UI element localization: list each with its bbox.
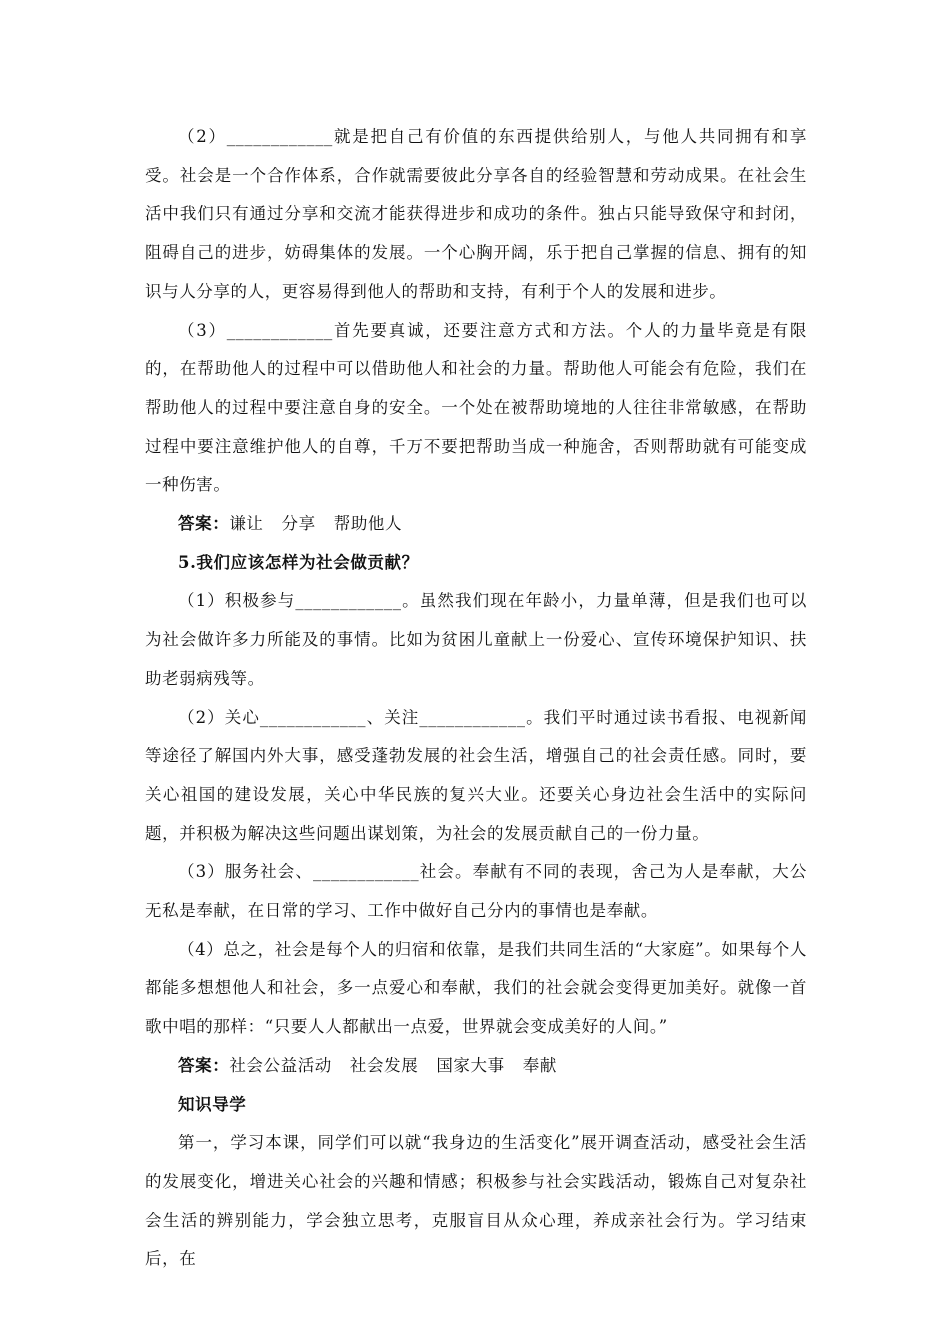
paragraph-helping-others: （3）____________首先要真诚，还要注意方式和方法。个人的力量毕竟是有限的，在帮助他人的过程中可以借助他人和社会的力量。帮助他人可能会有危险，我们在帮助他人的过程中要注意自身的安全。一个处在被帮助境地的人往往非常敏感，在帮助过程中要注意维护他人的自尊，千万不要把帮助当成一种施舍，否则帮助就有可能变成一种伤害。 bbox=[145, 320, 807, 495]
answer-item: 社会发展 bbox=[349, 1055, 419, 1075]
paragraph-serve-society: （3）服务社会、____________社会。奉献有不同的表现，舍己为人是奉献，大公无私是奉献，在日常的学习、工作中做好自己分内的事情也是奉献。 bbox=[145, 862, 807, 921]
answer-line-5 bbox=[145, 1047, 807, 1086]
answer-item: 帮助他人 bbox=[333, 514, 403, 534]
answer-line-4 bbox=[145, 505, 807, 544]
document-page bbox=[145, 118, 807, 1279]
answer-item: 社会公益活动 bbox=[229, 1055, 332, 1075]
paragraph-care-society: （2）关心____________、关注____________。我们平时通过读书看报、电视新闻等途径了解国内外大事，感受蓬勃发展的社会生活，增强自己的社会责任感。同时，要关心祖国的建设发展，关心中华民族的复兴大业。还要关心身边社会生活中的实际问题，并积极为解决这些问题出谋划策，为社会的发展贡献自己的一份力量。 bbox=[145, 707, 807, 843]
paragraph-sharing: （2）____________就是把自己有价值的东西提供给别人，与他人共同拥有和享受。社会是一个合作体系，合作就需要彼此分享各自的经验智慧和劳动成果。在社会生活中我们只有通过分享和交流才能获得进步和成功的条件。独占只能导致保守和封闭，阻碍自己的进步，妨碍集体的发展。一个心胸开阔，乐于把自己掌握的信息、拥有的知识与人分享的人，更容易得到他人的帮助和支持，有利于个人的发展和进步。 bbox=[145, 127, 807, 301]
answer-item: 谦让 bbox=[229, 514, 264, 534]
answer-item: 奉献 bbox=[522, 1055, 557, 1075]
answer-item: 分享 bbox=[281, 514, 316, 534]
paragraph-guide-first: 第一，学习本课，同学们可以就“我身边的生活变化”展开调查活动，感受社会生活的发展变化，增进关心社会的兴趣和情感；积极参与社会实践活动，锻炼自己对复杂社会生活的辨别能力，学会独立思考，克服盲目从众心理，养成亲社会行为。学习结束后，在 bbox=[145, 1133, 807, 1269]
paragraph-public-welfare: （1）积极参与____________。虽然我们现在年龄小，力量单薄，但是我们也可以为社会做许多力所能及的事情。比如为贫困儿童献上一份爱心、宣传环境保护知识、扶助老弱病残等。 bbox=[145, 591, 807, 688]
question-heading-5: 5.我们应该怎样为社会做贡献？ bbox=[178, 552, 419, 572]
answer-item: 国家大事 bbox=[436, 1055, 505, 1075]
paragraph-summary: （4）总之，社会是每个人的归宿和依靠，是我们共同生活的“大家庭”。如果每个人都能多想想他人和社会，多一点爱心和奉献，我们的社会就会变得更加美好。就像一首歌中唱的那样：“只要人人都献出一点爱，世界就会变成美好的人间。” bbox=[145, 939, 807, 1037]
answer-label: 答案： bbox=[178, 514, 230, 534]
answer-label: 答案： bbox=[178, 1055, 230, 1075]
section-heading-guide: 知识导学 bbox=[178, 1094, 247, 1114]
